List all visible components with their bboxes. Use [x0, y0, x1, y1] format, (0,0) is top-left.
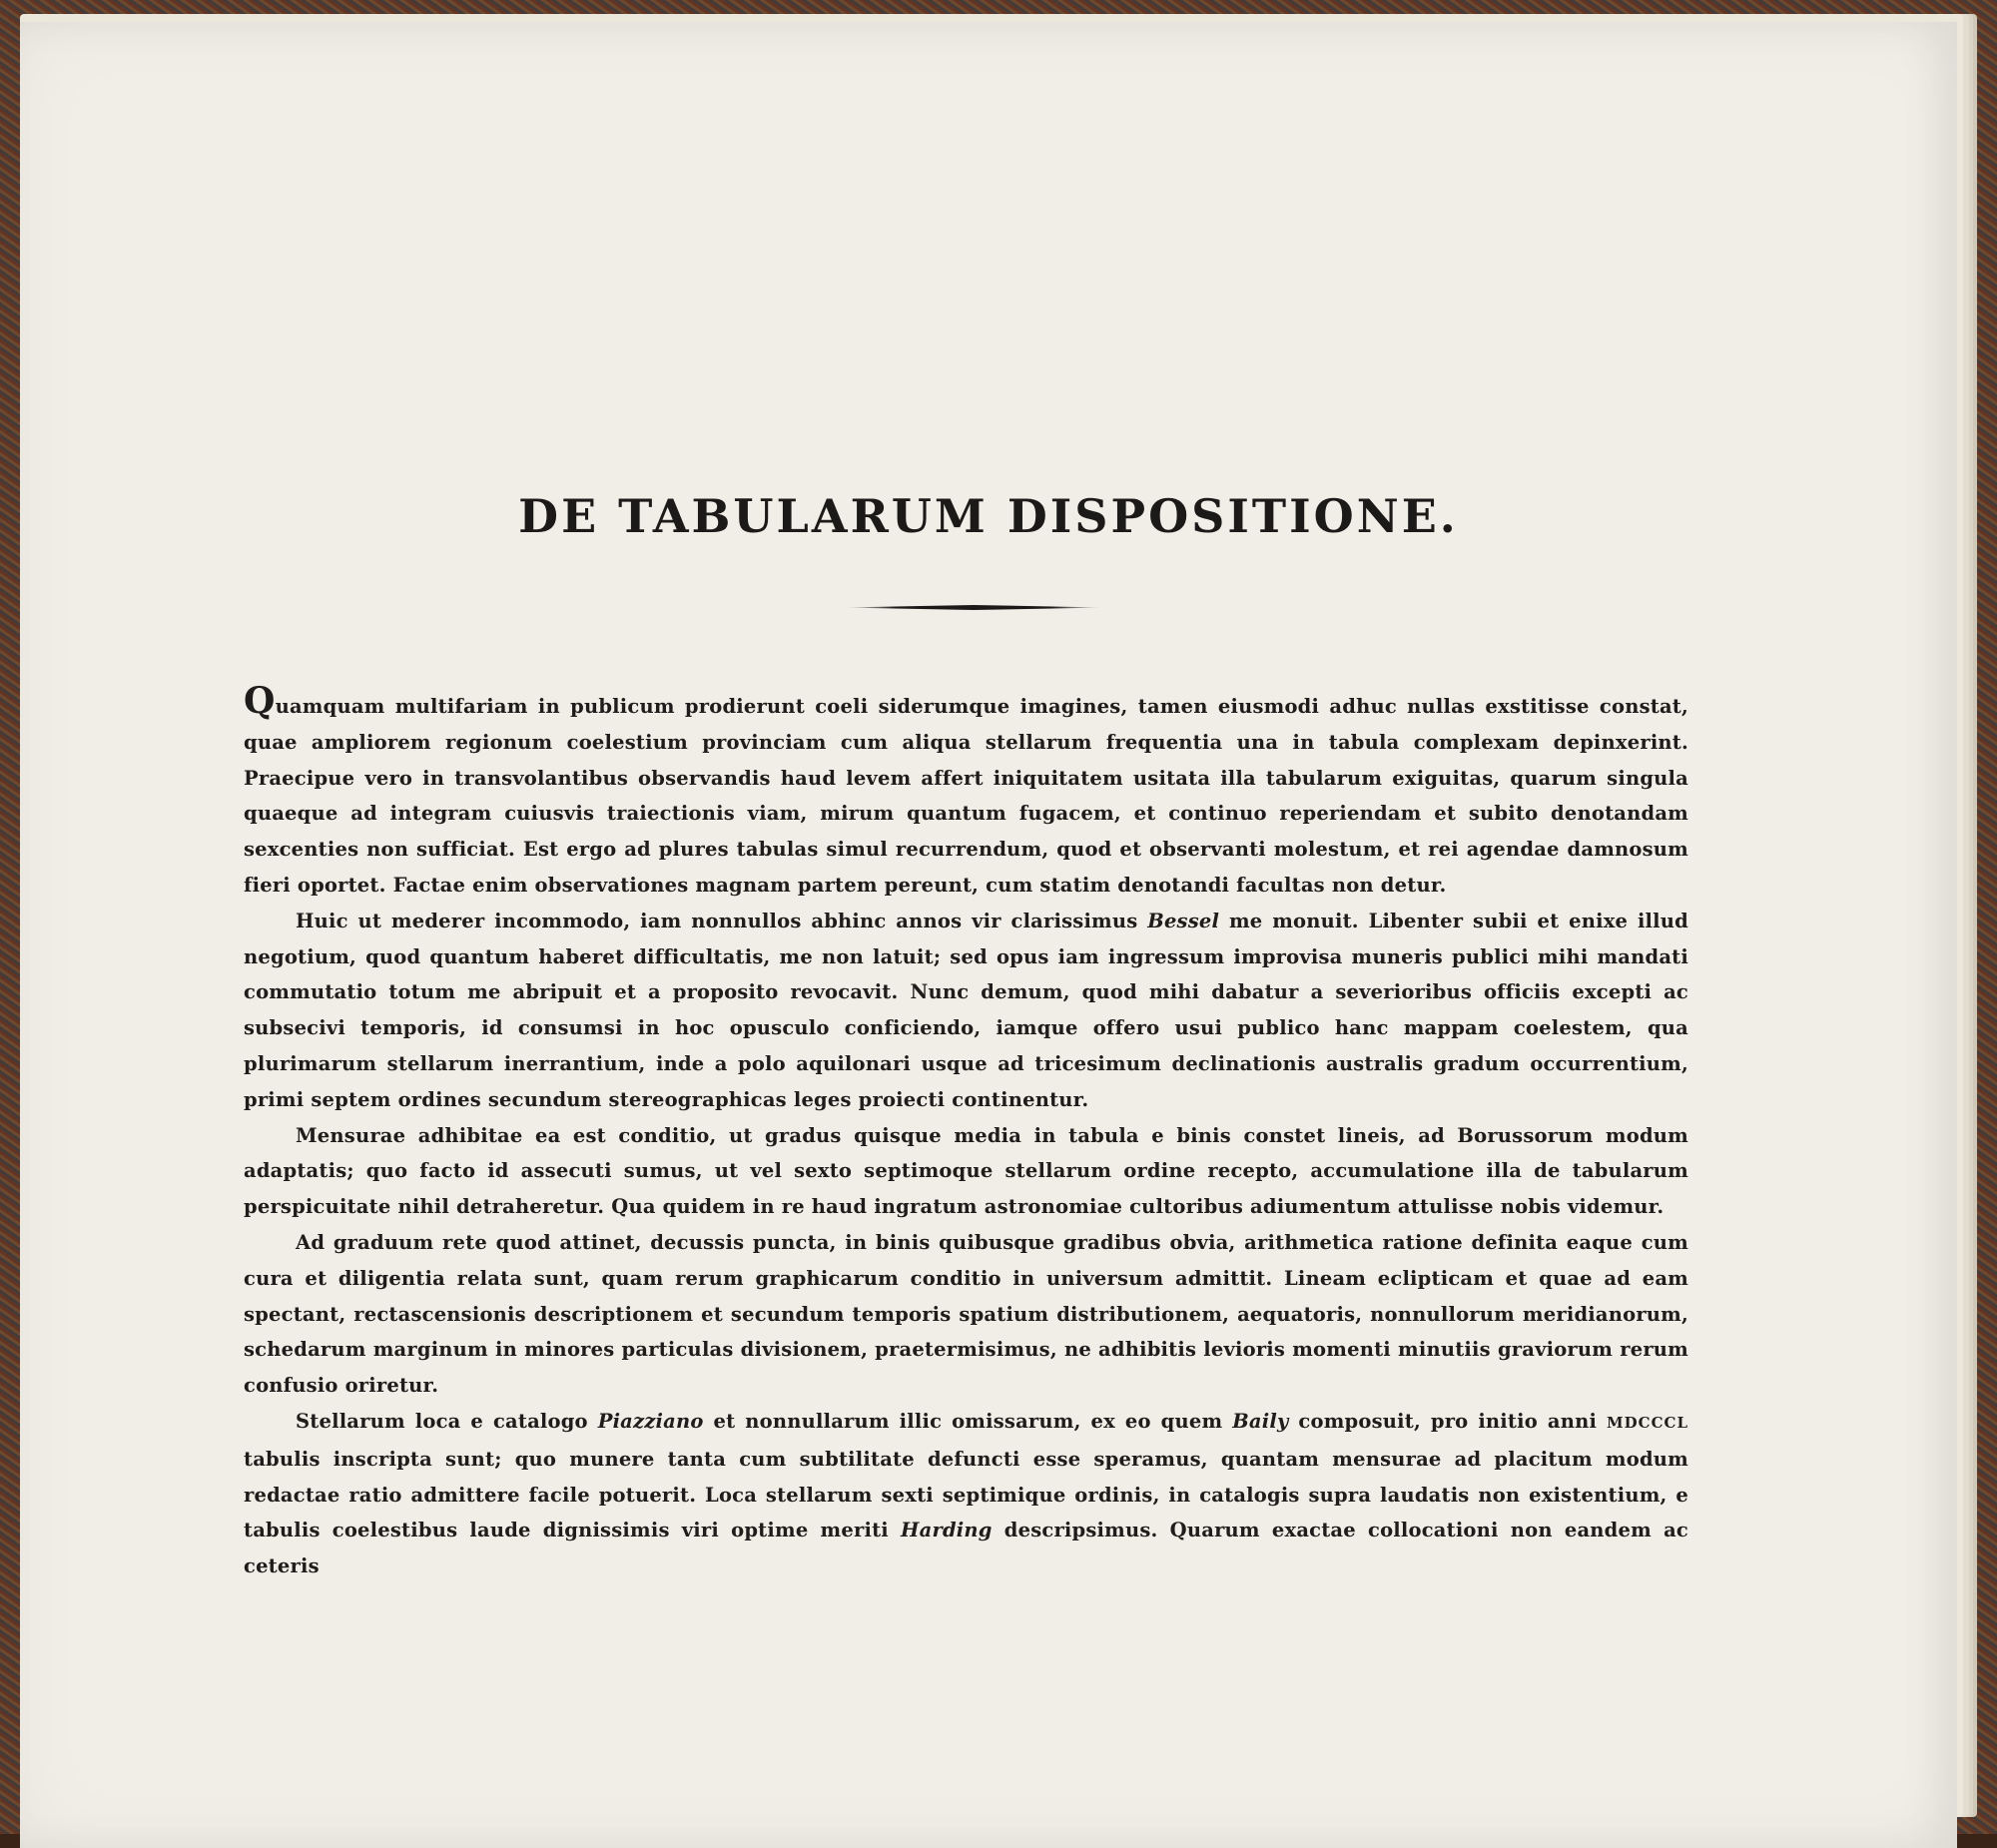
book-page: [20, 22, 1957, 1848]
text-run: Ad graduum rete quod attinet, decussis puncta, in binis quibusque gradibus obvia, arithmetica ratione definita eaque cum cura et diligentia relata sunt, quam rerum graphicarum conditio in universum admittit. Lineam eclipticam et quae ad eam spectant, rectascensionis descriptionem et secundum temporis spatium distributionem, aequatoris, nonnullorum meridianorum, schedarum marginum in minores particulas divisionem, praetermisimus, ne adhibitis levioris momenti minutiis graviorum rerum confusio oriretur.: [244, 1230, 1688, 1398]
paragraph: [244, 1404, 1688, 1584]
italic-name: Bessel: [1147, 909, 1220, 932]
text-run: Stellarum loca e catalogo: [296, 1409, 598, 1433]
title-ornament-rule: [844, 605, 1103, 610]
drop-cap: Q: [244, 680, 276, 722]
paragraph: [244, 1118, 1688, 1225]
page-title: DE TABULARUM DISPOSITIONE.: [518, 489, 1459, 543]
paragraph: [244, 904, 1688, 1118]
text-run: composuit, pro initio anni: [1288, 1409, 1608, 1433]
text-run: descripsimus. Quarum exactae collocationi non eandem ac ceteris: [244, 1519, 1688, 1578]
body-text: [244, 680, 1688, 1584]
italic-name: Baily: [1232, 1409, 1289, 1433]
text-run: uamquam multifariam in publicum prodierunt coeli siderumque imagines, tamen eiusmodi adhuc nullas exstitisse constat, quae ampliorem regionum coelestium provinciam cum aliqua stellarum frequentia una in tabula complexam depinxerint. Praecipue vero in transvolantibus observandis haud levem affert iniquitatem usitata illa tabularum exiguitas, quarum singula quaeque ad integram cuiusvis traiectionis viam, mirum quantum fugacem, et continuo reperiendam et subito denotandam sexcenties non sufficiat. Est ergo ad plures tabulas simul recurrendum, quod et observanti molestum, et rei agendae damnosum fieri oportet. Factae enim observationes magnam partem pereunt, cum statim denotandi facultas non detur.: [244, 695, 1688, 897]
text-run: et nonnullarum illic omissarum, ex eo quem: [703, 1409, 1233, 1433]
paragraph: [244, 680, 1688, 904]
small-caps-year: MDCCCL: [1607, 1413, 1688, 1432]
page-stack-edges: [20, 14, 1963, 1817]
text-run: me monuit. Libenter subii et enixe illud negotium, quod quantum haberet difficultatis, me non latuit; sed opus iam ingressum improvisa muneris publici mihi mandati commutatio totum me abripuit et a proposito revocavit. Nunc demum, quod mihi dabatur a severioribus officiis excepti ac subsecivi temporis, id consumsi in hoc opusculo conficiendo, iamque offero usui publico hanc mappam coelestem, qua plurimarum stellarum inerrantium, inde a polo aquilonari usque ad tricesimum declinationis australis gradum occurrentium, primi septem ordines secundum stereographicas leges proiecti continentur.: [244, 909, 1688, 1111]
italic-name: Piazziano: [597, 1409, 704, 1433]
text-run: Mensurae adhibitae ea est conditio, ut gradus quisque media in tabula e binis constet lineis, ad Borussorum modum adaptatis; quo facto id assecuti sumus, ut vel sexto septimoque stellarum ordine recepto, accumulatione illa de tabularum perspicuitate nihil detraheretur. Qua quidem in re haud ingratum astronomiae cultoribus adiumentum attulisse nobis videmur.: [244, 1123, 1688, 1219]
paragraph: [244, 1225, 1688, 1404]
text-run: Huic ut mederer incommodo, iam nonnullos abhinc annos vir clarissimus: [296, 909, 1148, 932]
italic-name: Harding: [901, 1519, 993, 1542]
text-run: tabulis inscripta sunt; quo munere tanta cum subtilitate defuncti esse speramus, quantam mensurae ad placitum modum redactae ratio admittere facile potuerit. Loca stellarum sexti septimique ordinis, in catalogis supra laudatis non existentium, e tabulis coelestibus laude dignissimis viri optime meriti: [244, 1447, 1688, 1542]
